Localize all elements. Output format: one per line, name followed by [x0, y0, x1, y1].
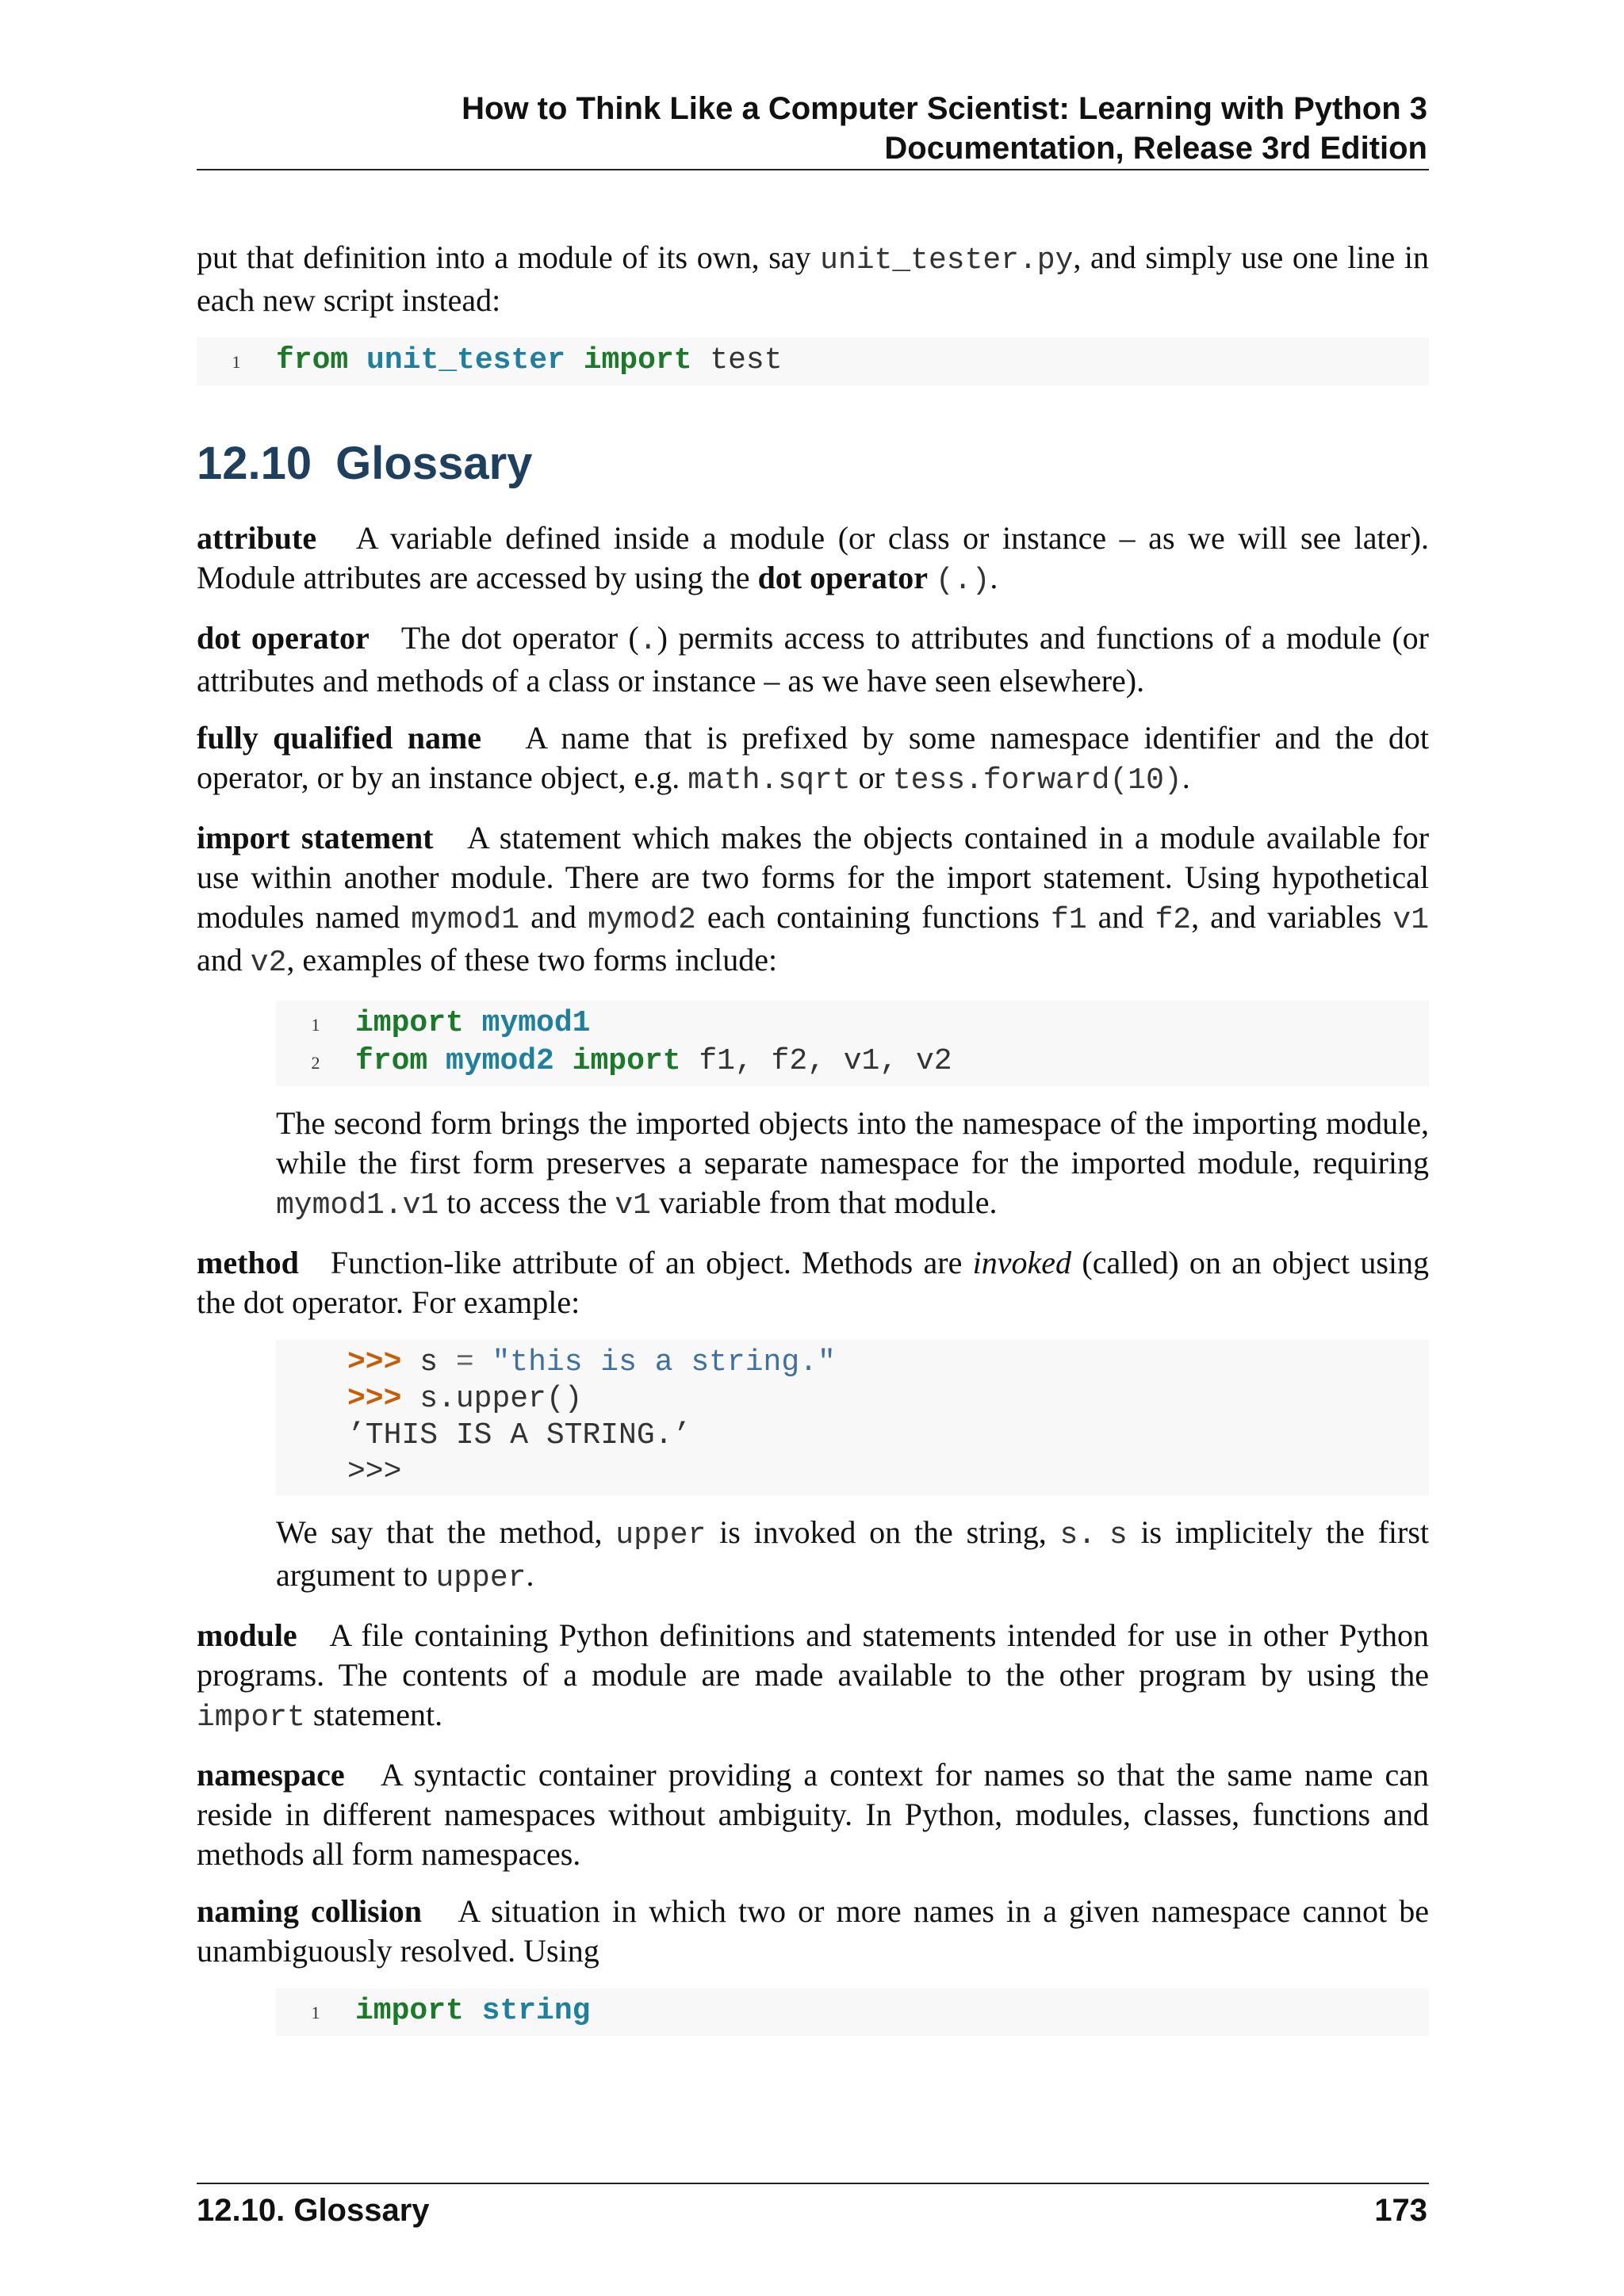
definition-code: mymod1.v1 — [276, 1188, 439, 1223]
footer-section-label: 12.10. Glossary — [197, 2193, 430, 2228]
definition-code: tess.forward(10) — [892, 763, 1182, 798]
code-block-interactive-session — [276, 1340, 1429, 1495]
definition-text: A statement which makes the objects contained in a module available for use within another module. There are two forms for the import statement. Using hypothetical modules named — [197, 820, 1430, 935]
entry-text — [197, 1616, 1429, 1738]
intro-text-2: , and simply use one line in each new script instead: — [197, 239, 1429, 318]
entry-text — [197, 1755, 1429, 1874]
section-number: 12.10 — [197, 438, 312, 489]
intro-paragraph — [197, 238, 1429, 320]
definition-text-end: . — [1182, 760, 1190, 795]
line-number: 2 — [311, 1053, 320, 1073]
definition-text: A name that is prefixed by some namespace identifier and the dot operator, or by an instance object, e.g. — [197, 720, 1430, 795]
definition-text: , and variables — [1191, 899, 1393, 935]
line-number: 1 — [232, 352, 241, 372]
header-line-1: How to Think Like a Computer Scientist: Learning with Python 3 — [462, 91, 1427, 126]
glossary-term: method — [197, 1245, 299, 1280]
definition-text-end: statement. — [304, 1697, 443, 1732]
glossary-entry-import-statement — [197, 818, 1429, 1226]
definition-code: mymod2 — [587, 903, 696, 937]
glossary-list — [197, 519, 1429, 2036]
glossary-entry-attribute — [197, 519, 1429, 601]
definition-body — [276, 1001, 1429, 1226]
definition-code: (.) — [935, 564, 990, 598]
glossary-term: module — [197, 1617, 297, 1653]
code-keyword: import — [355, 1994, 464, 2028]
code-keyword: from — [355, 1044, 428, 1078]
definition-text: A situation in which two or more names in a given namespace cannot be unambiguously resolved. Using — [197, 1893, 1430, 1969]
glossary-term: attribute — [197, 520, 317, 556]
definition-text-end: (called) on an object using the dot operator. For example: — [197, 1245, 1430, 1320]
code-keyword: from — [276, 343, 349, 377]
definition-text: is implicitely the first argument to — [276, 1514, 1430, 1593]
running-header — [197, 89, 1427, 168]
definition-code: upper — [435, 1561, 527, 1595]
code-string: "this is a string." — [492, 1345, 836, 1380]
code-operator: = — [455, 1345, 474, 1380]
definition-text-end: . — [526, 1557, 534, 1593]
definition-text-end: , examples of these two forms include: — [286, 942, 778, 978]
entry-text — [197, 818, 1429, 983]
glossary-entry-module — [197, 1616, 1429, 1738]
intro-code-filename: unit_tester.py — [820, 243, 1074, 277]
code-output: ’THIS IS A STRING.’ — [347, 1418, 691, 1452]
glossary-term: import statement — [197, 820, 434, 855]
code-identifier: s — [419, 1345, 439, 1380]
definition-code: f2 — [1155, 903, 1192, 937]
definition-text: A syntactic container providing a context for names so that the same name can reside in different namespaces without ambiguity. In Python, modules, classes, functions and methods all form namespaces. — [197, 1757, 1430, 1872]
entry-text — [197, 618, 1429, 701]
section-title: Glossary — [335, 438, 533, 489]
glossary-entry-naming-collision — [197, 1892, 1429, 2036]
definition-text: is invoked on the string, — [706, 1514, 1060, 1550]
definition-text: each containing functions — [695, 899, 1051, 935]
entry-text — [197, 1892, 1429, 1971]
code-keyword: import — [355, 1006, 464, 1040]
definition-paragraph-2 — [276, 1513, 1429, 1598]
glossary-term: dot operator — [197, 620, 370, 656]
definition-code: v2 — [250, 946, 287, 980]
glossary-entry-namespace — [197, 1755, 1429, 1874]
definition-text-end: . — [990, 560, 998, 595]
definition-text: and — [1086, 899, 1155, 935]
code-identifier: test — [710, 343, 783, 377]
header-divider — [197, 169, 1429, 170]
definition-bold: dot operator — [757, 560, 928, 595]
glossary-term: fully qualified name — [197, 720, 482, 756]
definition-code: s. — [1059, 1518, 1097, 1552]
definition-code: f1 — [1051, 903, 1087, 937]
line-number: 1 — [311, 2003, 320, 2022]
definition-code: . — [638, 624, 657, 658]
code-module: mymod1 — [481, 1006, 591, 1040]
code-module: unit_tester — [366, 343, 565, 377]
glossary-entry-fully-qualified-name — [197, 718, 1429, 801]
definition-body — [276, 1988, 1429, 2036]
definition-text: A file containing Python definitions and statements intended for use in other Python programs. The contents of a module are made available to the other program by using the — [197, 1617, 1430, 1693]
code-prompt: >>> — [347, 1382, 402, 1416]
code-block-import-string — [276, 1988, 1429, 2036]
definition-text: We say that the method, — [276, 1514, 616, 1550]
glossary-entry-dot-operator — [197, 618, 1429, 701]
definition-text: The second form brings the imported objects into the namespace of the importing module, while the first form preserves a separate namespace for the imported module, requiring — [276, 1105, 1429, 1181]
page-number: 173 — [1374, 2193, 1427, 2228]
section-heading — [197, 436, 1429, 492]
entry-text — [197, 718, 1429, 801]
code-module: mymod2 — [446, 1044, 554, 1078]
intro-text-1: put that definition into a module of its own, say — [197, 239, 821, 275]
definition-text: and — [519, 899, 588, 935]
glossary-entry-method — [197, 1243, 1429, 1598]
definition-text-end: variable from that module. — [650, 1184, 998, 1220]
definition-code: v1 — [1392, 903, 1430, 937]
code-call: s.upper() — [419, 1382, 583, 1416]
definition-text-end: ) permits access to attributes and functions of a module (or attributes and methods of a class or instance – as we have seen elsewhere). — [197, 620, 1430, 698]
footer-divider — [197, 2183, 1429, 2184]
code-identifiers: f1, f2, v1, v2 — [699, 1044, 952, 1078]
code-output-prompt: >>> — [347, 1455, 402, 1489]
line-number: 1 — [311, 1015, 320, 1035]
code-keyword: import — [583, 343, 692, 377]
definition-paragraph-2 — [276, 1104, 1429, 1226]
definition-code: upper — [615, 1518, 707, 1552]
glossary-term: namespace — [197, 1757, 345, 1793]
glossary-term: naming collision — [197, 1893, 423, 1929]
code-keyword: import — [572, 1044, 681, 1078]
definition-text: or — [850, 760, 893, 795]
definition-text: and — [197, 942, 251, 978]
definition-emphasis: invoked — [972, 1245, 1072, 1280]
page-content — [197, 238, 1429, 2053]
definition-code: v1 — [615, 1188, 651, 1223]
definition-text: Function-like attribute of an object. Methods are — [330, 1245, 973, 1280]
definition-body — [276, 1340, 1429, 1598]
definition-text: to access the — [439, 1184, 615, 1220]
definition-text: A variable defined inside a module (or class or instance – as we will see later). Module attributes are accessed by using the — [197, 520, 1429, 595]
definition-code: s — [1109, 1518, 1128, 1552]
code-block-import-forms — [276, 1001, 1429, 1086]
definition-text: The dot operator ( — [400, 620, 639, 656]
definition-code: mymod1 — [411, 903, 520, 937]
code-prompt: >>> — [347, 1345, 402, 1380]
code-block-intro — [197, 338, 1429, 385]
code-module: string — [481, 1994, 591, 2028]
header-line-2: Documentation, Release 3rd Edition — [884, 131, 1427, 166]
definition-code: import — [197, 1701, 305, 1735]
entry-text — [197, 519, 1429, 601]
entry-text — [197, 1243, 1429, 1322]
definition-code: math.sqrt — [688, 763, 851, 798]
